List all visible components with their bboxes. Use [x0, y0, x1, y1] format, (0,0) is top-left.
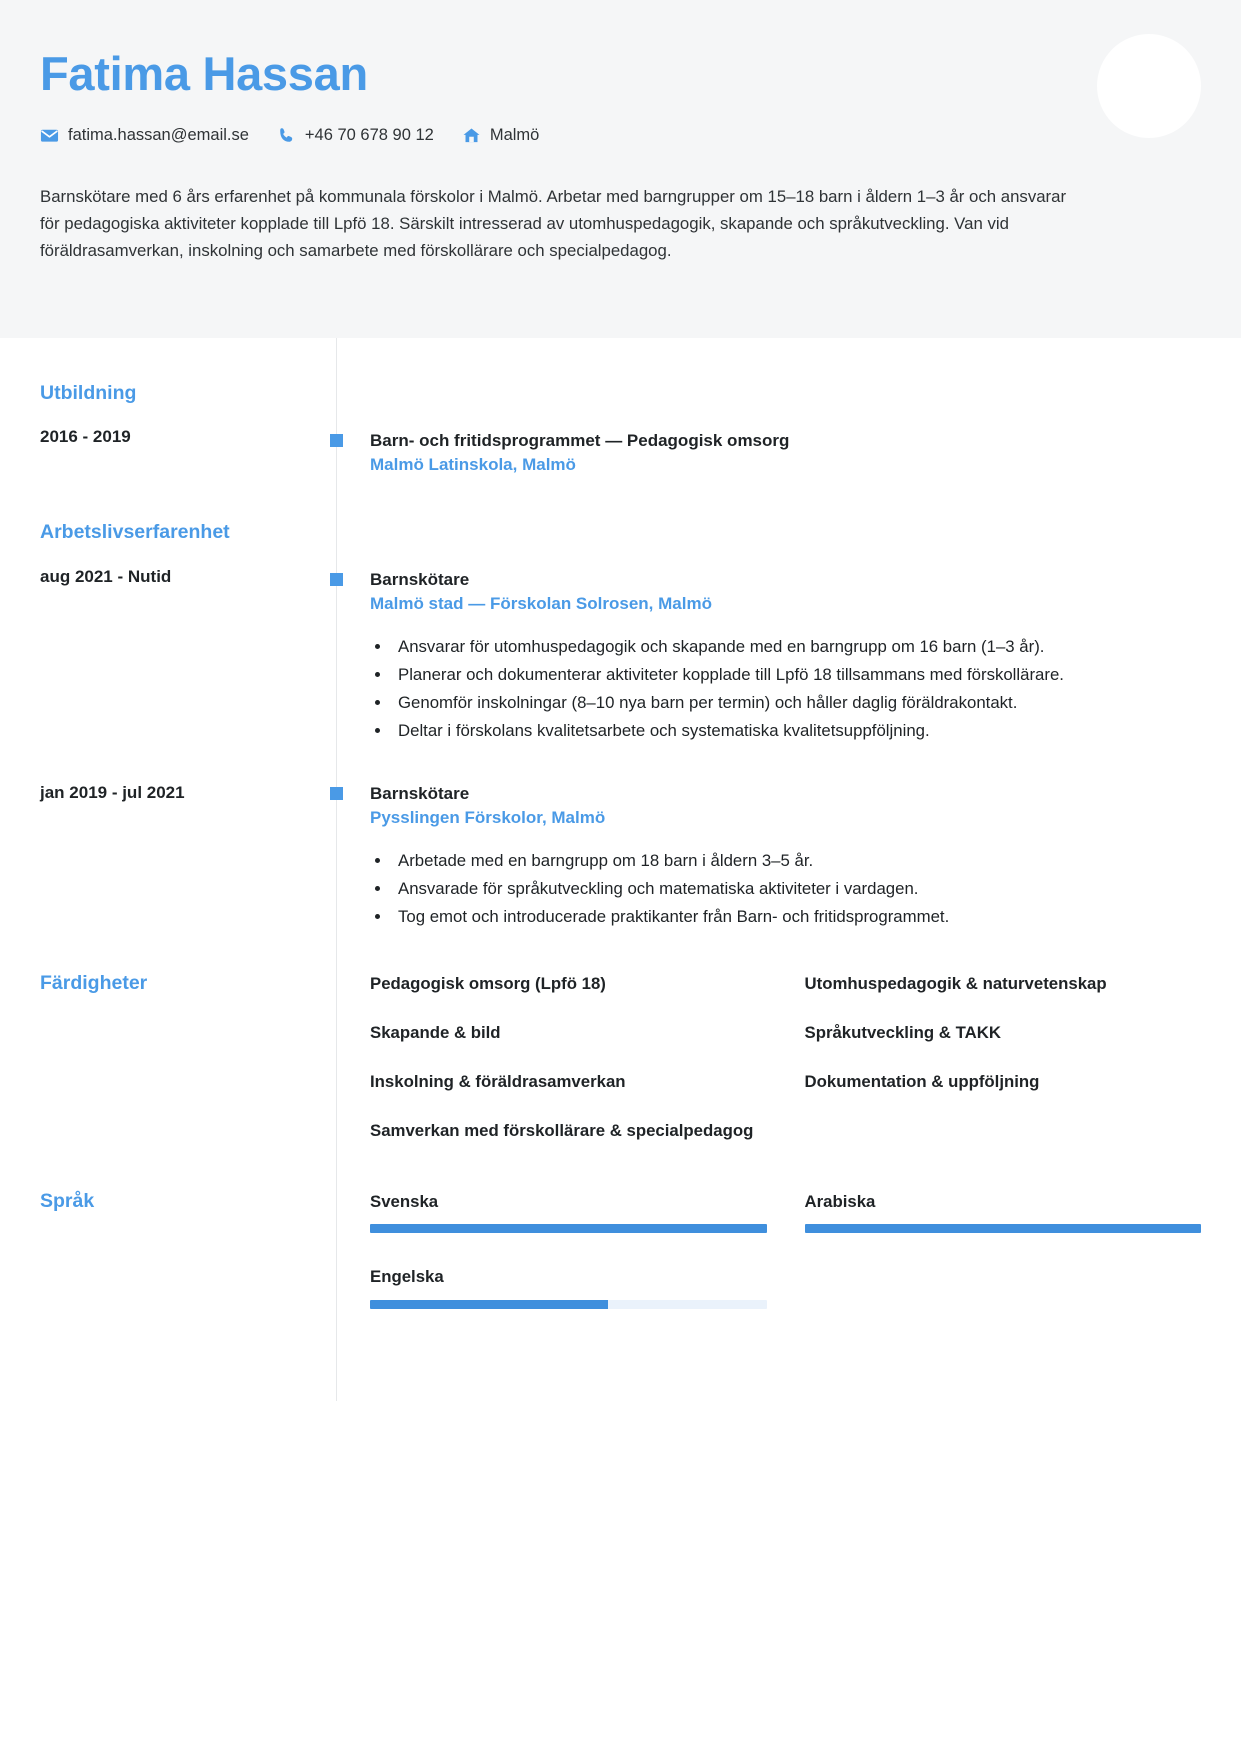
- section-education: [40, 382, 1201, 477]
- language-item-svenska: [370, 1190, 767, 1234]
- contact-location-text: Malmö: [489, 125, 540, 144]
- contact-email[interactable]: [40, 126, 249, 145]
- section-experience: [40, 521, 1201, 746]
- language-level-fill: [805, 1224, 1202, 1233]
- section-title-education: Utbildning: [40, 382, 137, 404]
- experience-date-0: aug 2021 - Nutid: [40, 566, 172, 586]
- skills-right-col: [336, 972, 1201, 1167]
- list-item: • Ansvarade för språkutveckling och matematiska aktiviteter i vardagen.: [392, 876, 1201, 902]
- timeline-marker: [330, 787, 343, 800]
- language-item-engelska: [370, 1265, 767, 1309]
- skill-item: Samverkan med förskollärare & specialpedagog: [370, 1120, 754, 1140]
- experience-right-col-1: [336, 782, 1201, 932]
- languages-right-col: [336, 1190, 1201, 1341]
- language-level-bar: [805, 1224, 1202, 1233]
- page-title: Fatima Hassan: [40, 47, 368, 100]
- avatar: [1097, 34, 1201, 138]
- skill-item: Språkutveckling & TAKK: [804, 1023, 1001, 1043]
- timeline-marker: [330, 434, 343, 447]
- experience-bullets-1: [392, 848, 1201, 931]
- experience-title-0: Barnskötare: [370, 570, 470, 590]
- list-item: • Genomför inskolningar (8–10 nya barn per termin) och håller daglig föräldrakontakt.: [392, 690, 1201, 716]
- section-title-experience: Arbetslivserfarenhet: [40, 521, 230, 544]
- languages-left-col: [40, 1190, 336, 1341]
- section-title-languages: Språk: [40, 1189, 95, 1212]
- section-title-skills: Färdigheter: [40, 972, 148, 995]
- list-item: • Planerar och dokumenterar aktiviteter kopplade till Lpfö 18 tillsammans med förskollärare.: [392, 662, 1201, 688]
- experience-left-col-0: [40, 521, 336, 746]
- language-level-bar: [370, 1300, 767, 1309]
- skill-item: Skapande & bild: [370, 1023, 501, 1043]
- language-name: Svenska: [370, 1191, 439, 1211]
- skills-column-right: [805, 972, 1202, 1167]
- skills-left-col: [40, 972, 336, 1167]
- list-item: • Ansvarar för utomhuspedagogik och skapande med en barngrupp om 16 barn (1–3 år).: [392, 634, 1201, 660]
- skill-item: Pedagogisk omsorg (Lpfö 18): [370, 974, 606, 994]
- language-item-arabiska: [805, 1190, 1202, 1234]
- email-icon: [40, 126, 59, 145]
- contact-phone-text: +46 70 678 90 12: [304, 125, 434, 144]
- experience-right-col-0: [336, 521, 1201, 746]
- education-subtitle-0: Malmö Latinskola, Malmö: [370, 455, 576, 475]
- contact-location: [462, 126, 540, 145]
- education-left-col: [40, 382, 336, 477]
- skills-grid: [370, 972, 1201, 1167]
- cv-header: [0, 0, 1241, 338]
- contact-phone[interactable]: [277, 126, 434, 145]
- list-item: • Arbetade med en barngrupp om 18 barn i åldern 3–5 år.: [392, 848, 1201, 874]
- experience-subtitle-1: Pysslingen Förskolor, Malmö: [370, 808, 606, 828]
- section-skills: [40, 972, 1201, 1167]
- language-level-bar: [370, 1224, 767, 1233]
- list-item: • Deltar i förskolans kvalitetsarbete och systematiska kvalitetsuppföljning.: [392, 718, 1201, 744]
- experience-date-1: jan 2019 - jul 2021: [40, 783, 185, 803]
- language-level-fill: [370, 1224, 767, 1233]
- languages-grid: [370, 1190, 1201, 1341]
- timeline-marker: [330, 573, 343, 586]
- contact-row: [40, 126, 1201, 145]
- home-icon: [462, 126, 481, 145]
- language-level-fill: [370, 1300, 608, 1309]
- skill-item: Utomhuspedagogik & naturvetenskap: [804, 974, 1107, 994]
- experience-bullets-0: [392, 634, 1201, 745]
- phone-icon: [277, 126, 296, 145]
- cv-body: [0, 338, 1241, 1401]
- skill-item: Dokumentation & uppföljning: [804, 1071, 1040, 1091]
- experience-subtitle-0: Malmö stad — Förskolan Solrosen, Malmö: [370, 594, 712, 614]
- education-date-0: 2016 - 2019: [40, 427, 131, 447]
- experience-title-1: Barnskötare: [370, 784, 470, 804]
- language-name: Engelska: [370, 1267, 444, 1287]
- list-item: • Tog emot och introducerade praktikanter från Barn- och fritidsprogrammet.: [392, 904, 1201, 930]
- contact-email-text: fatima.hassan@email.se: [68, 125, 249, 144]
- education-right-col: [336, 382, 1201, 477]
- language-name: Arabiska: [804, 1191, 876, 1211]
- experience-left-col-1: [40, 782, 336, 932]
- profile-summary: Barnskötare med 6 års erfarenhet på kommunala förskolor i Malmö. Arbetar med barngrupper om 15–18 barn i åldern 1–3 år och ansvarar för pedagogiska aktiviteter kopplade till Lpfö 18. Särskilt intresserad av utomhuspedagogik, skapande och språkutveckling. Van vid föräldrasamverkan, inskolning och samarbete med förskollärare och specialpedagog.: [40, 186, 1067, 261]
- section-languages: [40, 1190, 1201, 1341]
- education-title-0: Barn- och fritidsprogrammet — Pedagogisk omsorg: [370, 431, 790, 450]
- skill-item: Inskolning & föräldrasamverkan: [370, 1071, 626, 1091]
- section-experience-entry-1: [40, 782, 1201, 932]
- skills-column-left: [370, 972, 767, 1167]
